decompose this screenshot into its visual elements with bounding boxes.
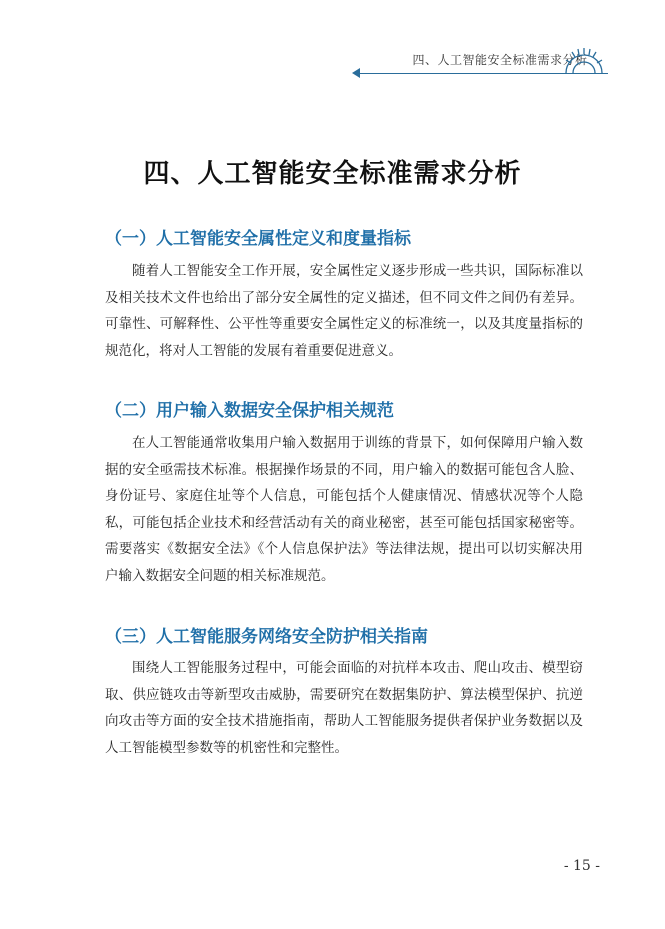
section-paragraph-1: 随着人工智能安全工作开展，安全属性定义逐步形成一些共识，国际标准以及相关技术文件也给出了部分安全属性的定义描述，但不同文件之间仍有差异。可靠性、可解释性、公平性等重要安全属性定义的标准统一，以及其度量指标的规范化，将对人工智能的发展有着重要促进意义。 [105,263,583,359]
page-number: - 15 - [563,858,600,874]
section-heading-1: （一）人工智能安全属性定义和度量指标 [105,229,411,249]
section-heading-2: （二）用户输入数据安全保护相关规范 [105,401,394,421]
header-rule-arrow [352,68,360,78]
header-rule [360,73,608,74]
running-header: 四、人工智能安全标准需求分析 [412,53,588,67]
section-paragraph-3: 围绕人工智能服务过程中，可能会面临的对抗样本攻击、爬山攻击、模型窃取、供应链攻击等新型攻击威胁，需要研究在数据集防护、算法模型保护、抗逆向攻击等方面的安全技术措施指南，帮助人工智能服务提供者保护业务数据以及人工智能模型参数等的机密性和完整性。 [105,660,583,756]
section-paragraph-2: 在人工智能通常收集用户输入数据用于训练的背景下，如何保障用户输入数据的安全亟需技术标准。根据操作场景的不同，用户输入的数据可能包含人脸、身份证号、家庭住址等个人信息，可能包括个人健康情况、情感状况等个人隐私，可能包括企业技术和经营活动有关的商业秘密，甚至可能包括国家秘密等。需要落实《数据安全法》《个人信息保护法》等法律法规，提出可以切实解决用户输入数据安全问题的相关标准规范。 [105,435,583,584]
chapter-title: 四、人工智能安全标准需求分析 [143,159,522,189]
section-heading-3: （三）人工智能服务网络安全防护相关指南 [105,627,428,647]
